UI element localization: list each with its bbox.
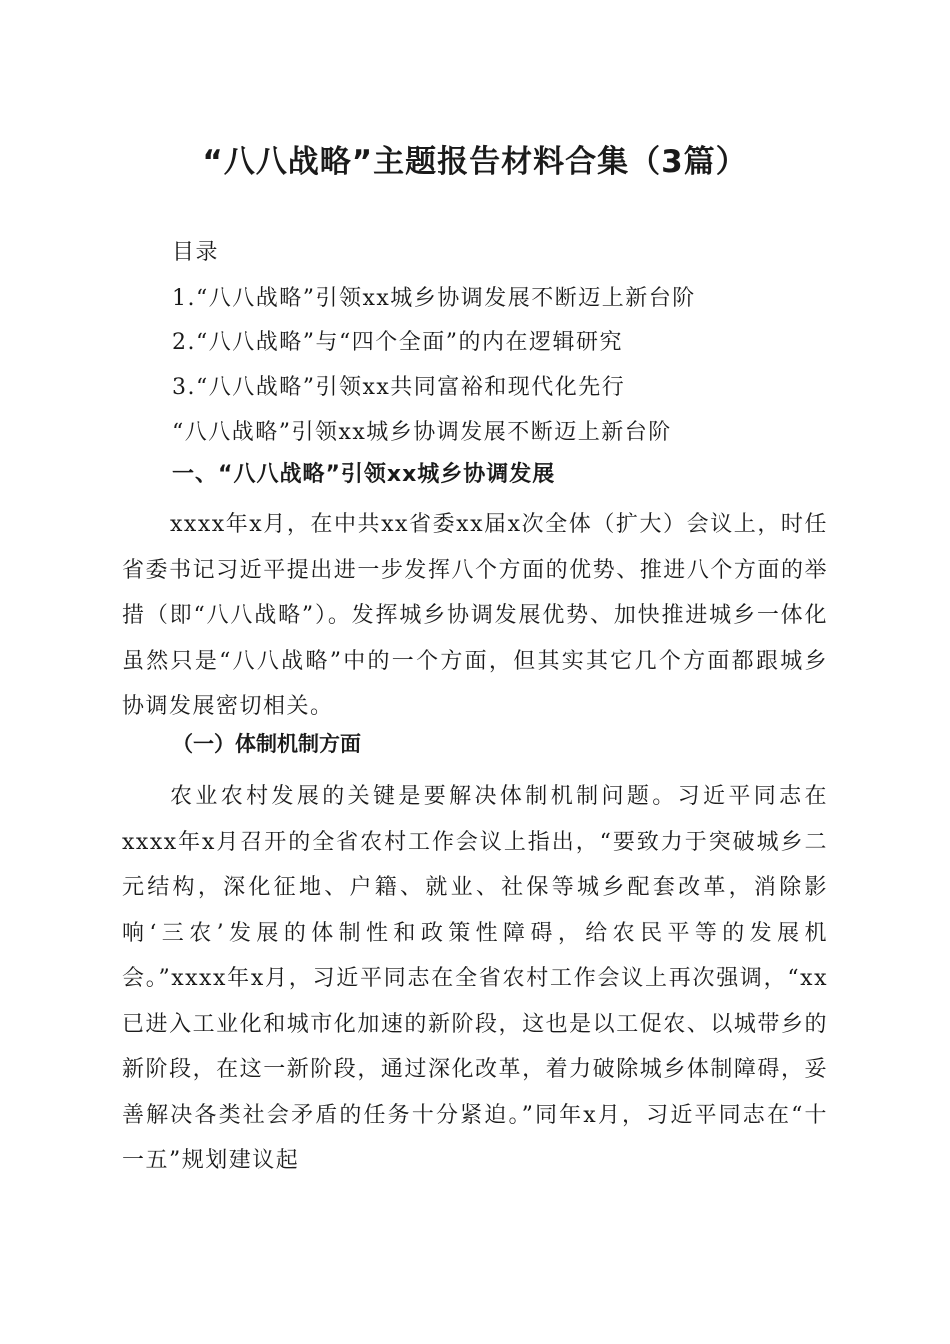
- article-title: “八八战略”引领xx城乡协调发展不断迈上新台阶: [172, 420, 672, 445]
- toc-item-1: 1.“八八战略”引领xx城乡协调发展不断迈上新台阶: [172, 286, 696, 311]
- paragraph-1: xxxx年x月，在中共xx省委xx届x次全体（扩大）会议上，时任省委书记习近平提出进一步发挥八个方面的优势、推进八个方面的举措（即“八八战略”）。发挥城乡协调发展优势、加快推进城乡一体化虽然只是“八八战略”中的一个方面，但其实其它几个方面都跟城乡协调发展密切相关。: [122, 512, 828, 719]
- toc-item-3: 3.“八八战略”引领xx共同富裕和现代化先行: [172, 375, 626, 400]
- subsection-heading-1: （一）体制机制方面: [172, 732, 361, 756]
- toc-item-2: 2.“八八战略”与“四个全面”的内在逻辑研究: [172, 330, 623, 355]
- document-title: “八八战略”主题报告材料合集（3篇）: [202, 144, 748, 180]
- section-heading-1: 一、“八八战略”引领xx城乡协调发展: [172, 462, 556, 487]
- toc-heading: 目录: [172, 240, 220, 265]
- paragraph-2: 农业农村发展的关键是要解决体制机制问题。习近平同志在xxxx年x月召开的全省农村工作会议上指出，“要致力于突破城乡二元结构，深化征地、户籍、就业、社保等城乡配套改革，消除影响‘三农’发展的体制性和政策性障碍，给农民平等的发展机会。”xxxx年x月，习近平同志在全省农村工作会议上再次强调，“xx已进入工业化和城市化加速的新阶段，这也是以工促农、以城带乡的新阶段，在这一新阶段，通过深化改革，着力破除城乡体制障碍，妥善解决各类社会矛盾的任务十分紧迫。”同年x月，习近平同志在“十一五”规划建议起: [122, 784, 828, 1173]
